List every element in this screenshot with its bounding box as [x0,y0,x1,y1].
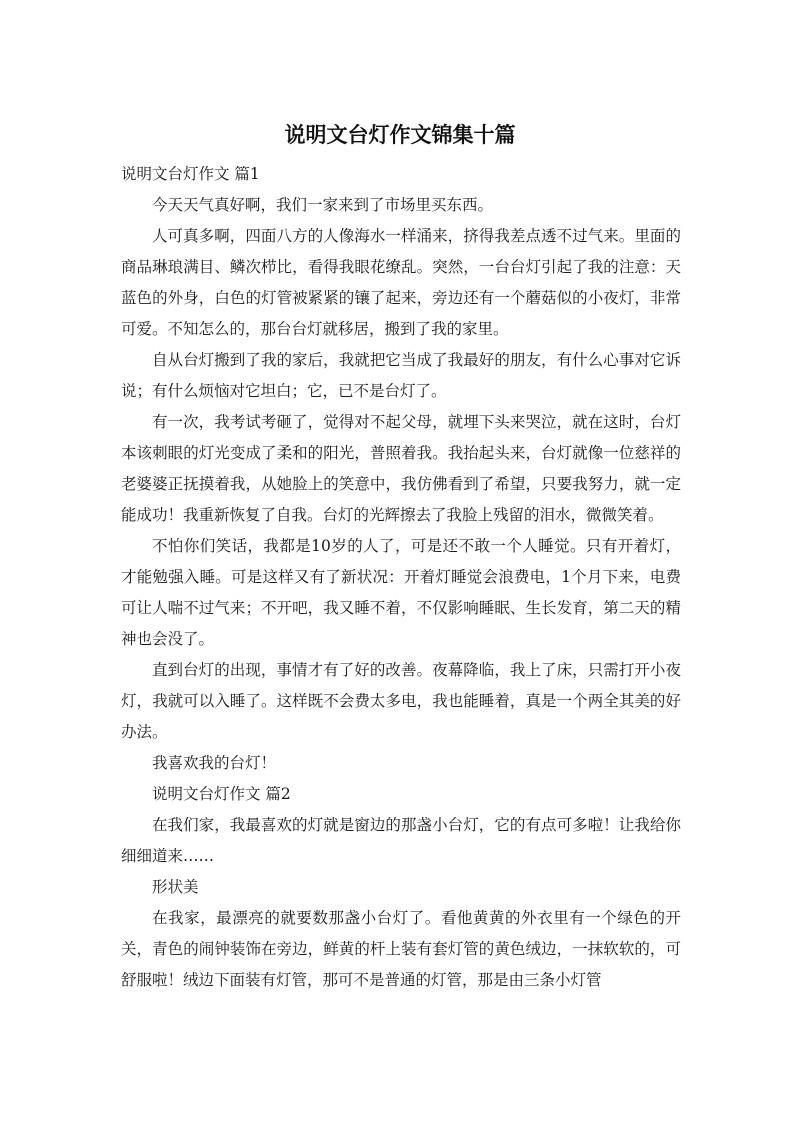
paragraph: 在我家，最漂亮的就要数那盏小台灯了。看他黄黄的外衣里有一个绿色的开关，青色的闹钟装饰在旁边，鲜黄的杆上装有套灯管的黄色绒边，一抹软软的，可舒服啦！绒边下面装有灯管，那可不是普通的灯管，那是由三条小灯管 [121,909,681,989]
paragraph: 自从台灯搬到了我的家后，我就把它当成了我最好的朋友，有什么心事对它诉说；有什么烦恼对它坦白；它，已不是台灯了。 [121,351,681,400]
section-heading: 说明文台灯作文 篇2 [152,785,291,803]
paragraph: 我喜欢我的台灯！ [152,754,277,772]
paragraph: 不怕你们笑话，我都是10岁的人了，可是还不敢一个人睡觉。只有开着灯，才能勉强入睡。可是这样又有了新状况：开着灯睡觉会浪费电，1个月下来，电费可让人喘不过气来；不开吧，我又睡不着，不仅影响睡眠、生长发育，第二天的精神也会没了。 [121,537,681,648]
document-body [121,159,681,996]
subheading: 形状美 [152,878,199,896]
section-heading: 说明文台灯作文 篇1 [121,165,260,183]
paragraph: 有一次，我考试考砸了，觉得对不起父母，就埋下头来哭泣，就在这时，台灯本该刺眼的灯光变成了柔和的阳光，普照着我。我抬起头来，台灯就像一位慈祥的老婆婆正抚摸着我，从她脸上的笑意中，我仿佛看到了希望，只要我努力，就一定能成功！我重新恢复了自我。台灯的光辉擦去了我脸上残留的泪水，微微笑着。 [121,413,681,524]
paragraph: 人可真多啊，四面八方的人像海水一样涌来，挤得我差点透不过气来。里面的商品琳琅满目、鳞次栉比，看得我眼花缭乱。突然，一台台灯引起了我的注意：天蓝色的外身，白色的灯管被紧紧的镶了起来，旁边还有一个蘑菇似的小夜灯，非常可爱。不知怎么的，那台台灯就移居，搬到了我的家里。 [121,227,681,338]
paragraph: 直到台灯的出现，事情才有了好的改善。夜幕降临，我上了床，只需打开小夜灯，我就可以入睡了。这样既不会费太多电，我也能睡着，真是一个两全其美的好办法。 [121,661,681,741]
document-title: 说明文台灯作文锦集十篇 [284,123,516,147]
paragraph: 在我们家，我最喜欢的灯就是窗边的那盏小台灯，它的有点可多啦！让我给你细细道来…… [121,816,681,865]
paragraph: 今天天气真好啊，我们一家来到了市场里买东西。 [152,196,494,214]
